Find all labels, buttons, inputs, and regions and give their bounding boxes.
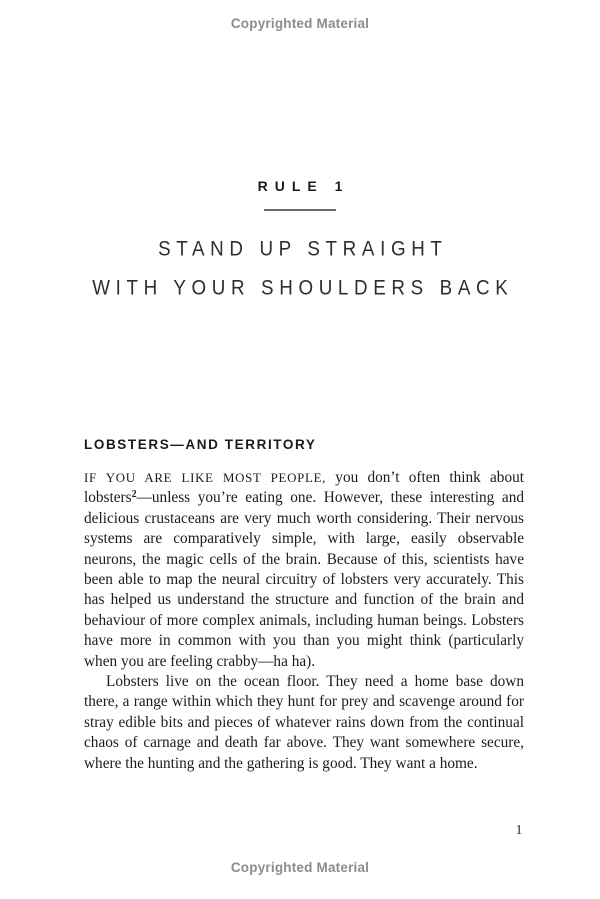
paragraph-1-smallcaps-lead: IF YOU ARE LIKE MOST PEOPLE, bbox=[84, 471, 327, 485]
paragraph-1-text-rest: —unless you’re eating one. However, these interesting and delicious crustaceans are very much worth considering. Their nervous systems are comparatively simple, with large, easily observable neurons, the magic cells of the brain. Because of this, scientists have been able to map the neural circuitry of lobsters very accurately. This has helped us understand the structure and function of the brain and behaviour of more complex animals, including human beings. Lobsters have more in common with you than you might think (particularly when you are feeling crabby—ha ha). bbox=[84, 489, 524, 670]
copyright-notice-bottom: Copyrighted Material bbox=[230, 860, 370, 875]
paragraph-2: Lobsters live on the ocean floor. They need a home base down there, a range within which they hunt for prey and scavenge around for stray edible bits and pieces of whatever rains down from the continual chaos of carnage and death far above. They want somewhere secure, where the hunting and the gathering is good. They want a home. bbox=[84, 673, 524, 772]
copyright-notice-top: Copyrighted Material bbox=[230, 16, 370, 31]
body-text-block bbox=[84, 437, 524, 774]
rule-number-label: RULE 1 bbox=[257, 178, 350, 194]
chapter-title-line2: WITH YOUR SHOULDERS BACK bbox=[92, 276, 514, 300]
chapter-title-line1: STAND UP STRAIGHT bbox=[158, 237, 448, 261]
chapter-head bbox=[0, 178, 600, 211]
section-heading: LOBSTERS—AND TERRITORY bbox=[84, 437, 317, 452]
paragraph-1 bbox=[84, 468, 524, 672]
paragraph-1-text: you don’t often think about lobsters bbox=[84, 469, 524, 507]
page-number: 1 bbox=[515, 822, 523, 837]
footnote-marker-2: 2 bbox=[131, 489, 137, 501]
rule-divider-line bbox=[264, 209, 336, 211]
